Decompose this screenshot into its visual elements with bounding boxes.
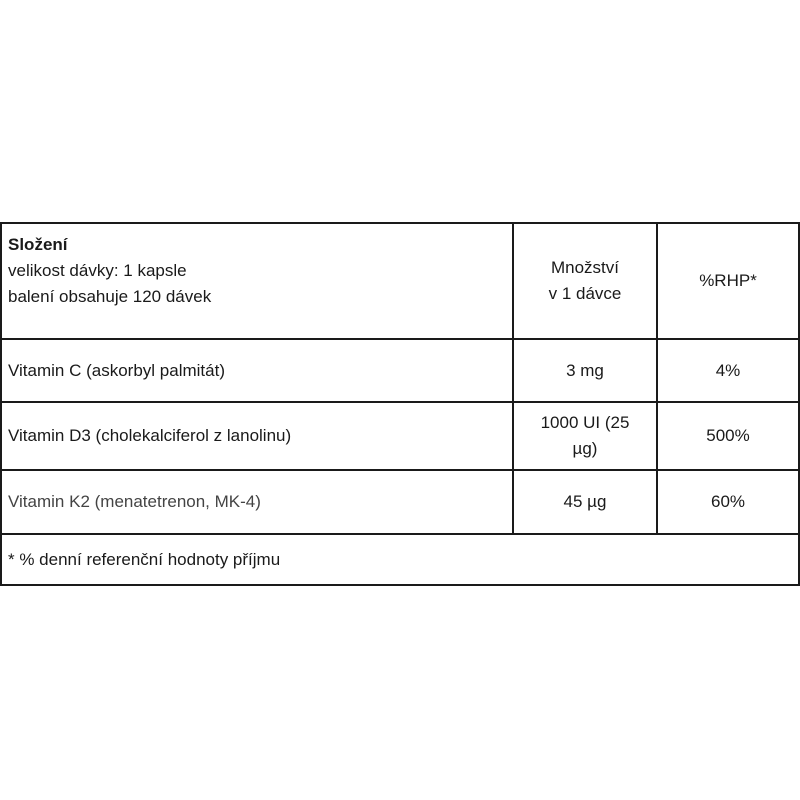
amount-header-line2: v 1 dávce — [548, 284, 622, 303]
serving-size: velikost dávky: 1 kapsle — [8, 261, 187, 280]
nutrient-rhp: 4% — [657, 339, 799, 402]
nutrient-name: Vitamin D3 (cholekalciferol z lanolinu) — [1, 402, 513, 470]
composition-title: Složení — [8, 235, 68, 254]
nutrient-amount — [513, 402, 657, 470]
table-header-row — [1, 223, 799, 339]
nutrition-table — [0, 222, 800, 586]
composition-cell — [1, 223, 513, 339]
nutrient-rhp: 60% — [657, 470, 799, 534]
nutrient-amount: 3 mg — [513, 339, 657, 402]
nutrient-name: Vitamin K2 (menatetrenon, MK-4) — [1, 470, 513, 534]
footnote: * % denní referenční hodnoty příjmu — [1, 534, 799, 585]
table-row — [1, 402, 799, 470]
nutrition-table-container — [0, 222, 798, 586]
nutrient-amount-line2: µg) — [572, 439, 598, 458]
rhp-header: %RHP* — [657, 223, 799, 339]
table-row — [1, 339, 799, 402]
amount-header — [513, 223, 657, 339]
nutrient-amount: 45 µg — [513, 470, 657, 534]
amount-header-line1: Množství — [550, 258, 620, 277]
servings-per-pack: balení obsahuje 120 dávek — [8, 287, 212, 306]
nutrient-amount-line1: 1000 UI (25 — [540, 413, 630, 432]
nutrient-name: Vitamin C (askorbyl palmitát) — [1, 339, 513, 402]
nutrient-rhp: 500% — [657, 402, 799, 470]
table-row — [1, 470, 799, 534]
table-footnote-row — [1, 534, 799, 585]
